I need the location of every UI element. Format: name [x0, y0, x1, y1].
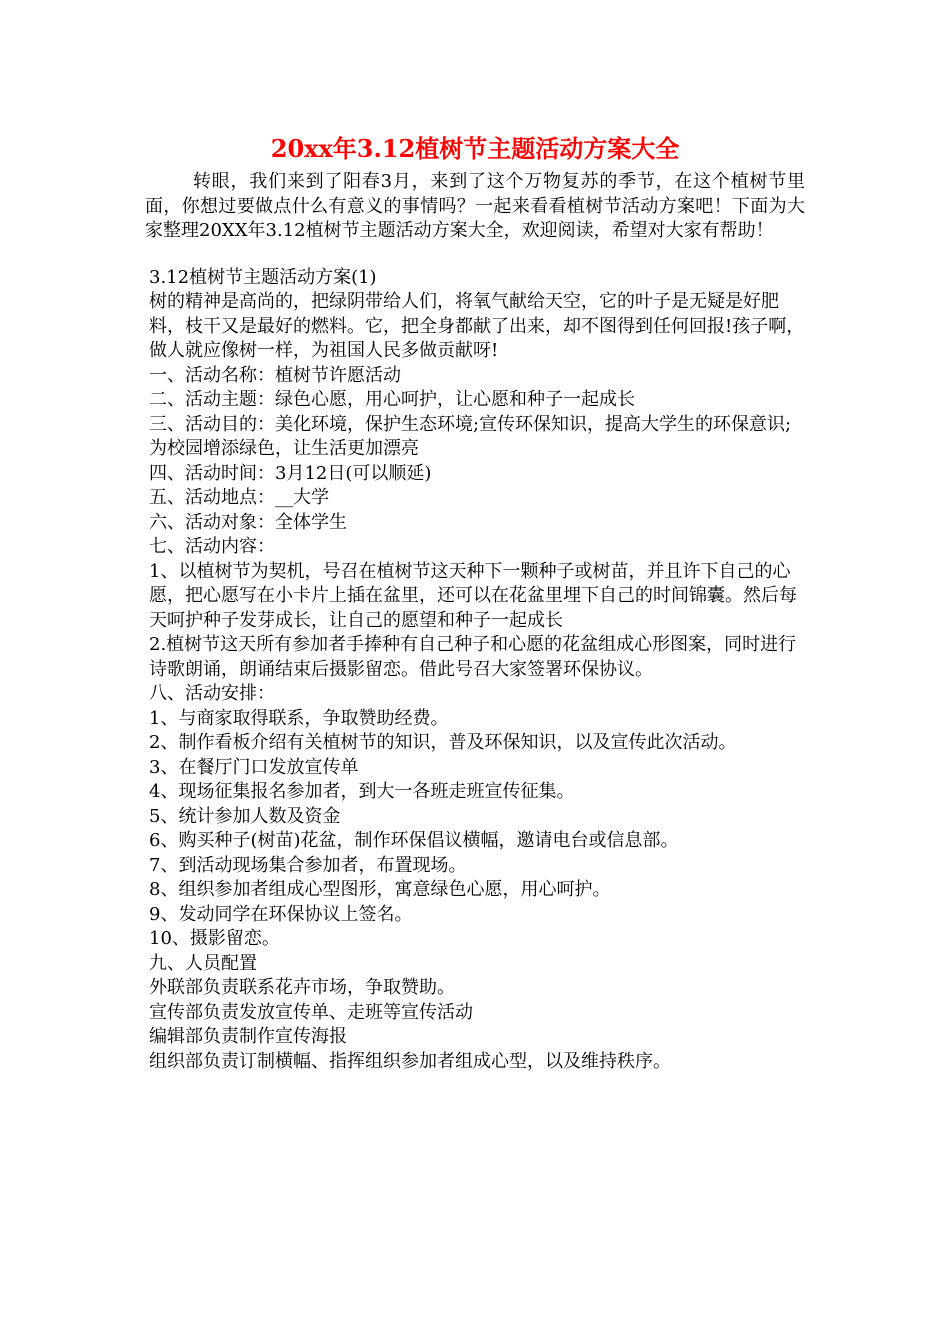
list-item: 四、活动时间：3月12日(可以顺延): [149, 462, 432, 484]
list-item: 10、摄影留恋。: [149, 928, 280, 949]
list-item: 2、制作看板介绍有关植树节的知识，普及环保知识，以及宣传此次活动。: [149, 732, 737, 753]
list-item: 外联部负责联系花卉市场，争取赞助。: [149, 977, 455, 998]
list-item: 4、现场征集报名参加者，到大一各班走班宣传征集。: [149, 781, 575, 802]
list-item: 五、活动地点：__大学: [149, 487, 329, 508]
list-item: 6、购买种子(树苗)花盆，制作环保倡议横幅，邀请电台或信息部。: [149, 830, 679, 851]
list-item: 九、人员配置: [149, 952, 257, 974]
list-item: 一、活动名称：植树节许愿活动: [149, 364, 401, 386]
list-item: 八、活动安排：: [149, 683, 275, 704]
list-item: 编辑部负责制作宣传海报: [149, 1026, 347, 1047]
body-paragraph: 树的精神是高尚的，把绿阴带给人们，将氧气献给天空，它的叶子是无疑是好肥料，枝干又是最好的燃料。它，把全身都献了出来，却不图得到任何回报!孩子啊，做人就应像树一样，为祖国人民多做贡献呀!: [149, 291, 805, 361]
document-body: [145, 266, 805, 1075]
list-item: 1、以植树节为契机，号召在植树节这天种下一颗种子或树苗，并且许下自己的心愿，把心愿写在小卡片上插在盆里，还可以在花盆里埋下自己的时间锦囊。然后每天呵护种子发芽成长，让自己的愿望和种子一起成长: [149, 560, 797, 631]
list-item: 7、到活动现场集合参加者，布置现场。: [149, 854, 467, 876]
list-item: 5、统计参加人数及资金: [149, 805, 341, 827]
list-item: 宣传部负责发放宣传单、走班等宣传活动: [149, 1001, 473, 1023]
intro-paragraph: 转眼，我们来到了阳春3月，来到了这个万物复苏的季节，在这个植树节里面，你想过要做点什么有意义的事情吗？一起来看看植树节活动方案吧！下面为大家整理20XX年3.12植树节主题活动方案大全，欢迎阅读，希望对大家有帮助！: [145, 171, 805, 241]
document-page: [145, 130, 805, 1074]
list-item: 3、在餐厅门口发放宣传单: [149, 756, 359, 778]
list-item: 七、活动内容：: [149, 536, 275, 557]
list-item: 9、发动同学在环保协议上签名。: [149, 903, 413, 925]
paragraph-spacer: [145, 244, 805, 266]
list-item: 8、组织参加者组成心型图形，寓意绿色心愿，用心呵护。: [149, 879, 611, 900]
list-item: 二、活动主题：绿色心愿，用心呵护，让心愿和种子一起成长: [149, 389, 635, 410]
list-item: 1、与商家取得联系，争取赞助经费。: [149, 707, 449, 729]
list-item: 三、活动目的：美化环境，保护生态环境;宣传环保知识，提高大学生的环保意识;为校园增添绿色，让生活更加漂亮: [149, 413, 792, 459]
section-heading: 3.12植树节主题活动方案(1): [149, 266, 377, 288]
list-item: 2.植树节这天所有参加者手捧种有自己种子和心愿的花盆组成心形图案，同时进行诗歌朗诵，朗诵结束后摄影留恋。借此号召大家签署环保协议。: [149, 634, 797, 680]
list-item: 六、活动对象：全体学生: [149, 511, 347, 533]
list-item: 组织部负责订制横幅、指挥组织参加者组成心型，以及维持秩序。: [149, 1050, 671, 1072]
document-title: 20xx年3.12植树节主题活动方案大全: [270, 134, 680, 163]
